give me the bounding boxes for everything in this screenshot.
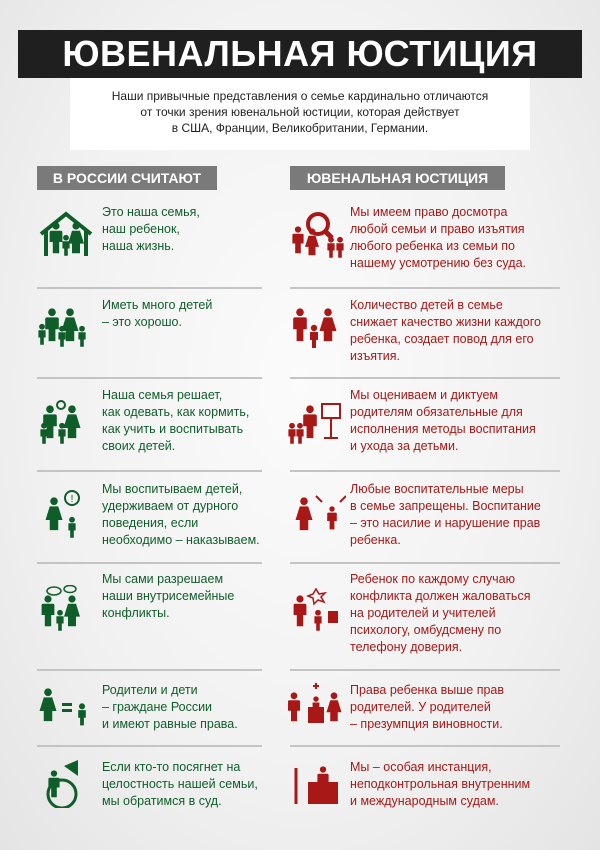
right-text-line: и ухода за детьми. (350, 439, 459, 453)
parent-equals-child-icon (36, 681, 96, 734)
left-text-line: – это хорошо. (102, 315, 182, 329)
mother-scolding-icon (36, 490, 96, 543)
row-divider (37, 377, 262, 379)
right-text-line: конфликта должен жаловаться (350, 589, 531, 603)
conflict-complaint-icon (286, 585, 346, 638)
subtitle-box (70, 78, 530, 150)
left-text-line: – граждане России (102, 700, 213, 714)
right-text-line: Мы – особая инстанция, (350, 760, 492, 774)
left-text-line: Родители и дети (102, 683, 198, 697)
defender-megaphone-icon (36, 760, 96, 813)
row-divider (290, 377, 560, 379)
child-on-pedestal-icon (286, 681, 346, 734)
row-divider (290, 562, 560, 564)
right-text-line: родителям обязательные для (350, 405, 523, 419)
row-divider (37, 287, 262, 289)
subtitle-line: в США, Франции, Великобритании, Германии. (171, 121, 429, 135)
left-text-line: своих детей. (102, 439, 176, 453)
left-text-line: Наша семья решает, (102, 388, 223, 402)
right-text-line: Ребенок по каждому случаю (350, 572, 515, 586)
right-text-line: Права ребенка выше прав (350, 683, 505, 697)
right-text-line: в семье запрещены. Воспитание (350, 499, 541, 513)
parent-child-jumping-icon (286, 490, 346, 543)
right-text-line: и международным судам. (350, 794, 499, 808)
left-text-line: наша жизнь. (102, 239, 175, 253)
right-text-line: телефону доверия. (350, 640, 463, 654)
right-text-line: на родителей и учителей (350, 606, 496, 620)
title-bar (18, 30, 582, 78)
right-text-line: – это насилие и нарушение прав (350, 516, 541, 530)
left-text-line: мы обратимся в суд. (102, 794, 222, 808)
left-text-line: удерживаем от дурного (102, 499, 239, 513)
subtitle-line: от точки зрения ювенальной юстиции, которая действует (140, 105, 460, 119)
left-text-line: целостность нашей семьи, (102, 777, 258, 791)
row-divider (290, 745, 560, 747)
right-text-line: исполнения методы воспитания (350, 422, 536, 436)
row-divider (290, 287, 560, 289)
row-divider (290, 669, 560, 671)
left-column-header: В РОССИИ СЧИТАЮТ (37, 166, 217, 190)
row-divider (37, 669, 262, 671)
left-text-line: как учить и воспитывать (102, 422, 244, 436)
right-text-line: психологу, омбудсмену по (350, 623, 502, 637)
left-text-line: наши внутрисемейные (102, 589, 235, 603)
large-family-icon (36, 301, 96, 354)
page-title: ЮВЕНАЛЬНАЯ ЮСТИЦИЯ (62, 33, 538, 74)
left-text-line: Мы сами разрешаем (102, 572, 224, 586)
left-text-line: конфликты. (102, 606, 170, 620)
right-text-line: любой семьи и право изъятия (350, 222, 525, 236)
row-divider (37, 745, 262, 747)
left-text-line: Мы воспитываем детей, (102, 482, 243, 496)
svg-text:!: ! (70, 493, 74, 505)
subtitle-line: Наши привычные представления о семье кардинально отличаются (111, 89, 489, 103)
right-text-line: – презумпция виновности. (350, 717, 503, 731)
magnifier-family-icon (286, 210, 346, 263)
right-text-line: Мы оцениваем и диктуем (350, 388, 499, 402)
right-text-line: ребенка. (350, 533, 401, 547)
left-text-line: необходимо – наказываем. (102, 533, 260, 547)
row-divider (290, 470, 560, 472)
parents-children-icon (36, 398, 96, 451)
left-text-line: наш ребенок, (102, 222, 180, 236)
left-text-line: поведения, если (102, 516, 199, 530)
right-text-line: родителей. У родителей (350, 700, 491, 714)
row-divider (37, 470, 262, 472)
right-text-line: снижает качество жизни каждого (350, 315, 541, 329)
judge-podium-icon (286, 760, 346, 813)
right-text-line: Количество детей в семье (350, 298, 503, 312)
right-text-line: неподконтрольная внутренним (350, 777, 531, 791)
left-text-line: как одевать, как кормить, (102, 405, 250, 419)
right-text-line: изъятия. (350, 349, 400, 363)
family-icon (286, 301, 346, 354)
right-text-line: нашему усмотрению без суда. (350, 256, 526, 270)
house-family-icon (36, 210, 96, 263)
right-text-line: ребенка, создает повод для его (350, 332, 534, 346)
row-divider (37, 562, 262, 564)
right-text-line: Любые воспитательные меры (350, 482, 524, 496)
left-text-line: Это наша семья, (102, 205, 200, 219)
right-text-line: любого ребенка из семьи по (350, 239, 515, 253)
right-text-line: Мы имеем право досмотра (350, 205, 508, 219)
left-text-line: Иметь много детей (102, 298, 213, 312)
family-talk-icon (36, 585, 96, 638)
teacher-board-icon (286, 398, 346, 451)
left-text-line: и имеют равные права. (102, 717, 238, 731)
right-column-header: ЮВЕНАЛЬНАЯ ЮСТИЦИЯ (290, 166, 505, 190)
left-text-line: Если кто-то посягнет на (102, 760, 241, 774)
